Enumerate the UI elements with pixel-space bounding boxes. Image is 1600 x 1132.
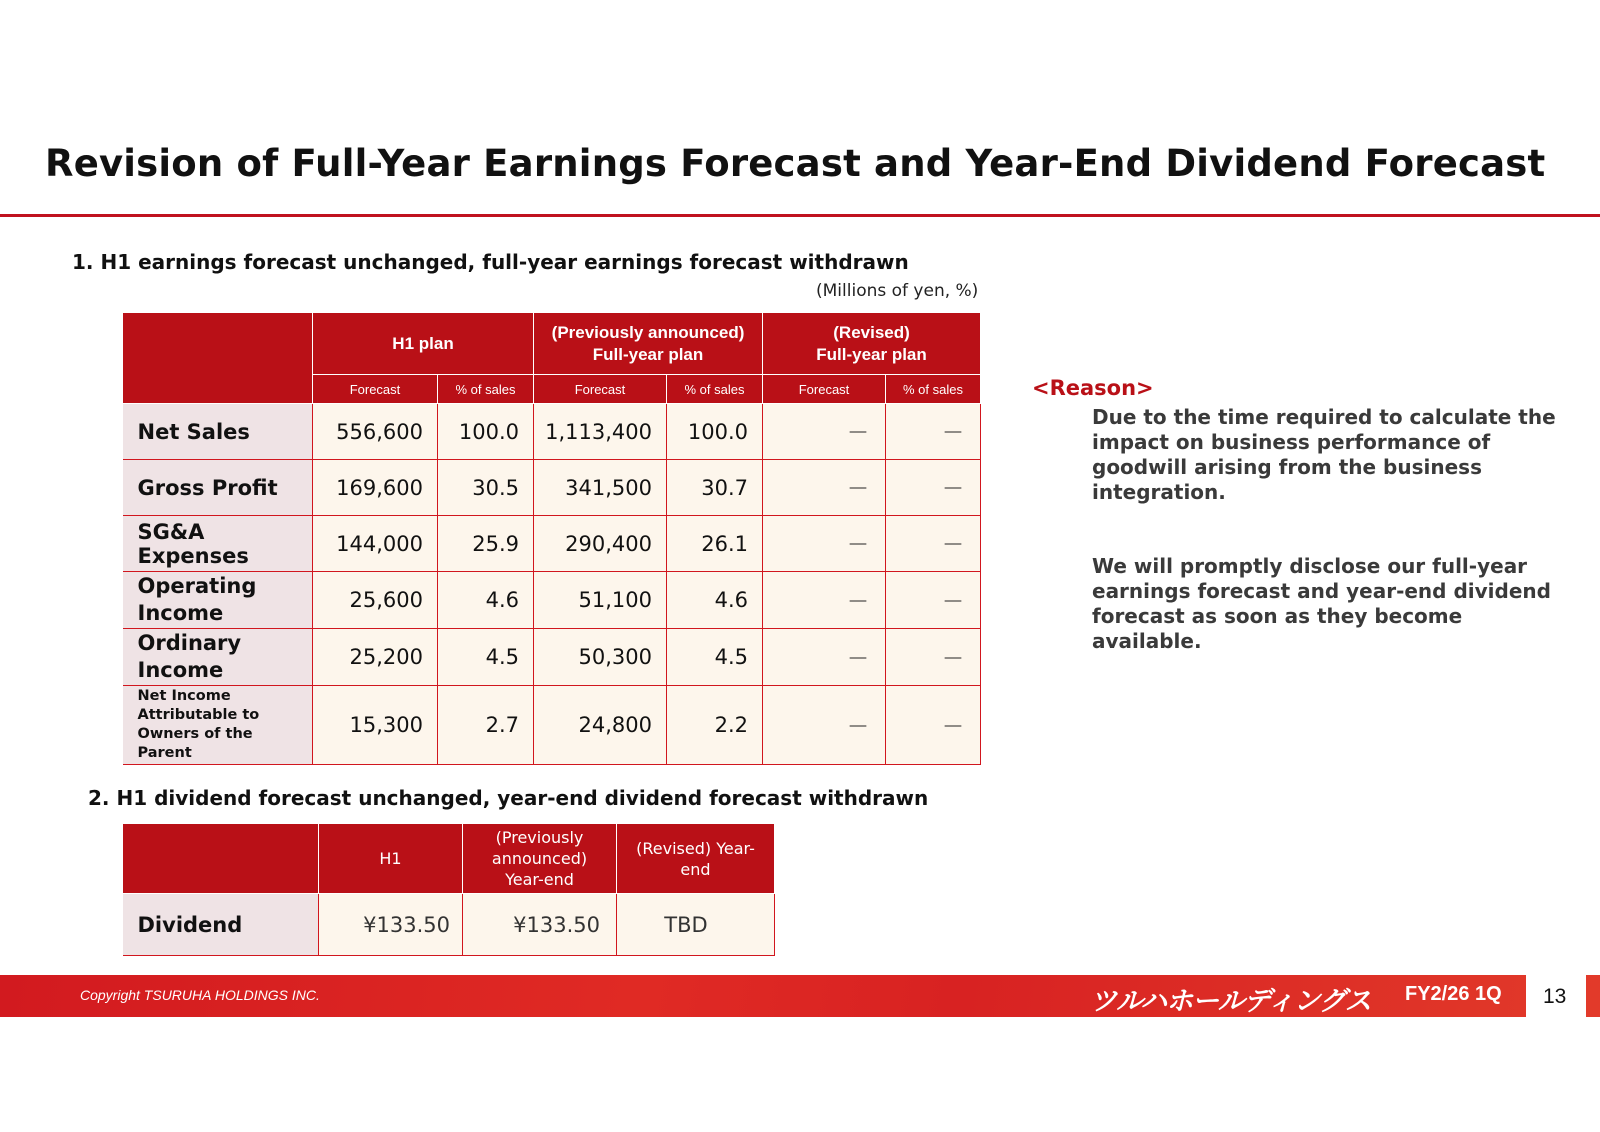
page-number: 13 xyxy=(1543,985,1567,1008)
table-row xyxy=(123,686,981,765)
subheader-forecast: Forecast xyxy=(534,375,667,404)
header-revised-year-end: (Revised) Year-end xyxy=(617,824,775,894)
cell: － xyxy=(886,572,981,629)
cell: － xyxy=(886,516,981,572)
title-divider xyxy=(0,214,1600,217)
subheader-pct-sales: % of sales xyxy=(438,375,534,404)
cell: 26.1 xyxy=(667,516,763,572)
cell: － xyxy=(763,404,886,460)
cell: 169,600 xyxy=(313,460,438,516)
cell: 25,200 xyxy=(313,629,438,686)
row-label: Net Sales xyxy=(123,404,313,460)
cell: 4.6 xyxy=(438,572,534,629)
group-header-previous-full-year: (Previously announced) Full-year plan xyxy=(534,313,763,375)
cell: 2.7 xyxy=(438,686,534,765)
row-label: Net Income Attributable to Owners of the Parent xyxy=(123,686,313,765)
cell: － xyxy=(886,404,981,460)
cell: － xyxy=(886,629,981,686)
table-row xyxy=(123,404,981,460)
cell: 4.5 xyxy=(667,629,763,686)
table-row xyxy=(123,572,981,629)
cell: － xyxy=(886,460,981,516)
cell: ¥133.50 xyxy=(463,894,617,956)
row-label: Dividend xyxy=(123,894,319,956)
table-row xyxy=(123,460,981,516)
page-title: Revision of Full-Year Earnings Forecast and Year-End Dividend Forecast xyxy=(45,142,1546,185)
table-row xyxy=(123,629,981,686)
subheader-pct-sales: % of sales xyxy=(667,375,763,404)
cell: 50,300 xyxy=(534,629,667,686)
dividend-table xyxy=(122,823,775,956)
cell: － xyxy=(763,516,886,572)
cell: 51,100 xyxy=(534,572,667,629)
row-label: SG&A Expenses xyxy=(123,516,313,572)
corner-header-cell xyxy=(123,313,313,404)
company-logo: ツルハホールディングス xyxy=(1090,986,1371,1017)
cell: 4.6 xyxy=(667,572,763,629)
cell: ¥133.50 xyxy=(319,894,463,956)
subheader-pct-sales: % of sales xyxy=(886,375,981,404)
unit-note: (Millions of yen, %) xyxy=(816,281,979,301)
cell: 30.7 xyxy=(667,460,763,516)
cell: 15,300 xyxy=(313,686,438,765)
header-h1: H1 xyxy=(319,824,463,894)
cell: 2.2 xyxy=(667,686,763,765)
section2-heading: 2. H1 dividend forecast unchanged, year-end dividend forecast withdrawn xyxy=(88,786,929,810)
cell: 556,600 xyxy=(313,404,438,460)
cell: 25.9 xyxy=(438,516,534,572)
fiscal-period: FY2/26 1Q xyxy=(1405,983,1502,1005)
corner-header-cell xyxy=(123,824,319,894)
cell: － xyxy=(886,686,981,765)
table-row xyxy=(123,894,775,956)
header-previous-year-end: (Previously announced) Year-end xyxy=(463,824,617,894)
earnings-forecast-table xyxy=(122,312,981,765)
row-label: Gross Profit xyxy=(123,460,313,516)
cell: TBD xyxy=(617,894,775,956)
cell: － xyxy=(763,572,886,629)
subheader-forecast: Forecast xyxy=(763,375,886,404)
cell: 30.5 xyxy=(438,460,534,516)
copyright-text: Copyright TSURUHA HOLDINGS INC. xyxy=(80,987,320,1003)
cell: 1,113,400 xyxy=(534,404,667,460)
row-label: Operating Income xyxy=(123,572,313,629)
cell: 100.0 xyxy=(438,404,534,460)
table-row xyxy=(123,516,981,572)
cell: 341,500 xyxy=(534,460,667,516)
section1-heading: 1. H1 earnings forecast unchanged, full-year earnings forecast withdrawn xyxy=(72,250,909,274)
group-header-revised-full-year: (Revised) Full-year plan xyxy=(763,313,981,375)
cell: 290,400 xyxy=(534,516,667,572)
cell: － xyxy=(763,460,886,516)
group-header-h1-plan: H1 plan xyxy=(313,313,534,375)
cell: － xyxy=(763,686,886,765)
reason-paragraph: Due to the time required to calculate the impact on business performance of goodwill arising from the business integration. xyxy=(1092,405,1556,504)
cell: － xyxy=(763,629,886,686)
cell: 24,800 xyxy=(534,686,667,765)
cell: 144,000 xyxy=(313,516,438,572)
cell: 25,600 xyxy=(313,572,438,629)
cell: 4.5 xyxy=(438,629,534,686)
reason-heading: <Reason> xyxy=(1032,376,1154,400)
row-label: Ordinary Income xyxy=(123,629,313,686)
subheader-forecast: Forecast xyxy=(313,375,438,404)
cell: 100.0 xyxy=(667,404,763,460)
reason-paragraph: We will promptly disclose our full-year earnings forecast and year-end dividend forecast as soon as they become available. xyxy=(1092,554,1551,653)
